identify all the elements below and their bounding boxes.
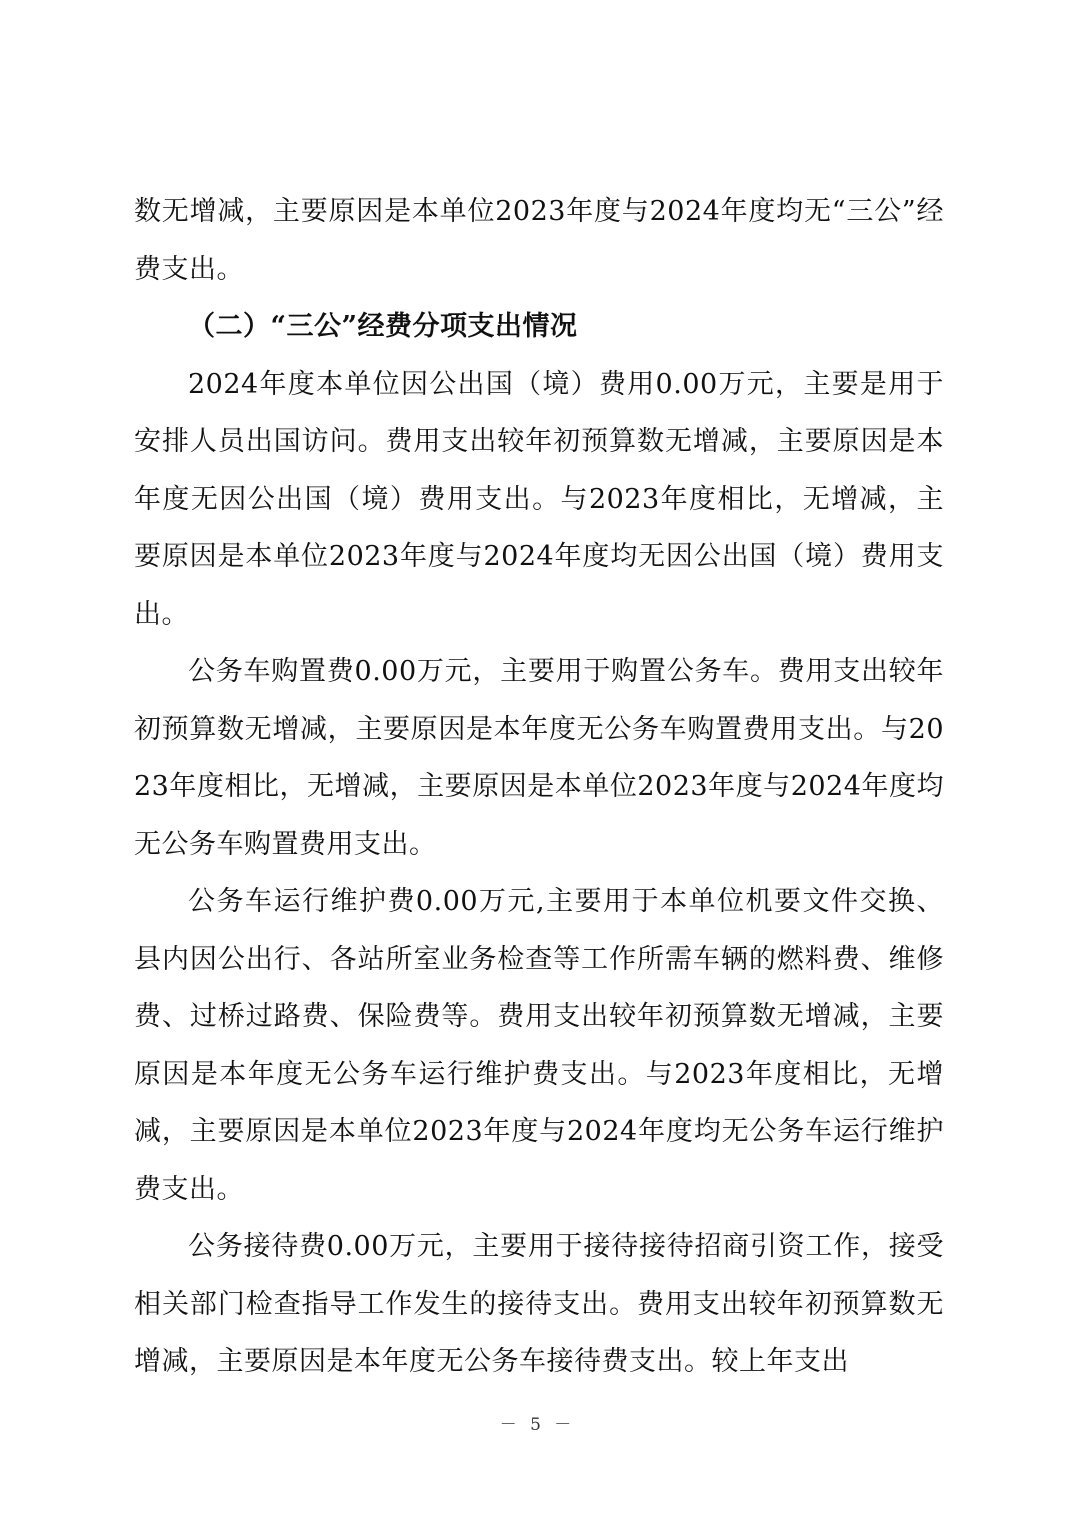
paragraph-continuation: 数无增减，主要原因是本单位2023年度与2024年度均无“三公”经费支出。 (134, 196, 944, 285)
paragraph-reception: 公务接待费0.00万元，主要用于接待接待招商引资工作，接受相关部门检查指导工作发生的接待支出。费用支出较年初预算数无增减，主要原因是本年度无公务车接待费支出。较上年支出 (134, 1231, 944, 1377)
page-number: － 5 － (499, 1415, 576, 1435)
section-heading: （二）“三公”经费分项支出情况 (188, 311, 578, 342)
paragraph-overseas-travel: 2024年度本单位因公出国（境）费用0.00万元，主要是用于安排人员出国访问。费用支出较年初预算数无增减，主要原因是本年度无因公出国（境）费用支出。与2023年度相比，无增减，主要原因是本单位2023年度与2024年度均无因公出国（境）费用支出。 (134, 368, 944, 630)
document-body (134, 183, 944, 1391)
paragraph-vehicle-maintenance: 公务车运行维护费0.00万元,主要用于本单位机要文件交换、县内因公出行、各站所室业务检查等工作所需车辆的燃料费、维修费、过桥过路费、保险费等。费用支出较年初预算数无增减，主要原因是本年度无公务车运行维护费支出。与2023年度相比，无增减，主要原因是本单位2023年度与2024年度均无公务车运行维护费支出。 (134, 886, 944, 1205)
paragraph-vehicle-purchase: 公务车购置费0.00万元，主要用于购置公务车。费用支出较年初预算数无增减，主要原因是本年度无公务车购置费用支出。与2023年度相比，无增减，主要原因是本单位2023年度与2024年度均无公务车购置费用支出。 (134, 656, 944, 860)
